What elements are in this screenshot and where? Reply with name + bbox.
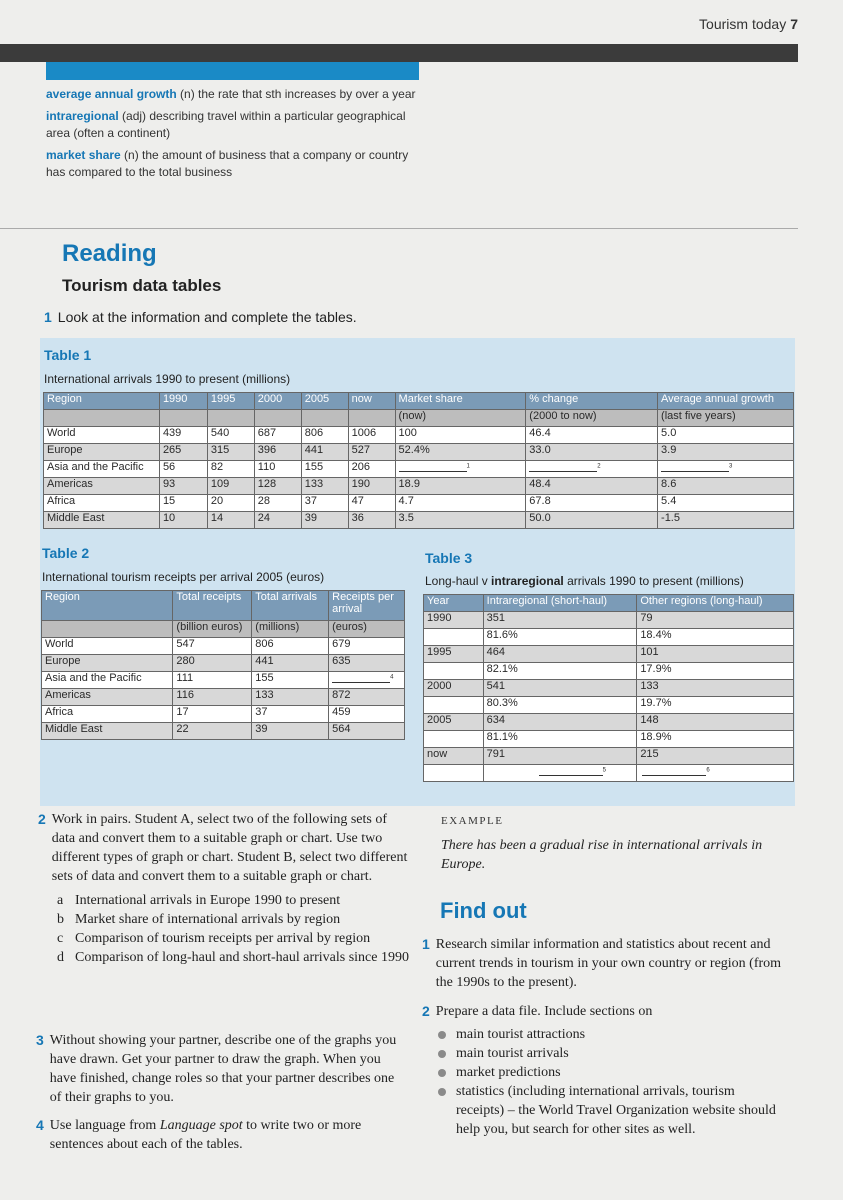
header-cell: Region — [44, 393, 160, 410]
option-text: Comparison of tourism receipts per arrival by region — [75, 931, 371, 946]
table-row — [42, 689, 405, 706]
table-1-caption: International arrivals 1990 to present (millions) — [44, 372, 291, 386]
task-reference: Language spot — [159, 1118, 243, 1133]
cell: 48.4 — [526, 478, 658, 495]
glossary-definition: (n) the amount of business that a company or country has compared to the total business — [46, 148, 409, 179]
cell — [424, 731, 484, 748]
option-letter: c — [57, 931, 64, 946]
list-item: main tourist attractions — [436, 1025, 784, 1044]
cell: 791 — [483, 748, 637, 765]
cell: 541 — [483, 680, 637, 697]
table-header-row — [42, 591, 405, 621]
glossary-bar — [46, 62, 419, 80]
cell: 459 — [329, 706, 405, 723]
cell: 101 — [637, 646, 794, 663]
list-item: main tourist arrivals — [436, 1044, 784, 1063]
header-cell: Market share — [395, 393, 526, 410]
table-row — [44, 461, 794, 478]
cell: 116 — [173, 689, 252, 706]
subheader-cell: (euros) — [329, 621, 405, 638]
cell: 81.6% — [483, 629, 637, 646]
cell: Asia and the Pacific — [42, 672, 173, 689]
header-cell: 2005 — [301, 393, 348, 410]
gap-number: 1 — [466, 463, 470, 470]
answer-gap-cell — [329, 672, 405, 689]
cell: 79 — [637, 612, 794, 629]
subheader-cell — [207, 410, 254, 427]
table-row — [424, 663, 794, 680]
task-2-options — [57, 891, 410, 967]
cell: 109 — [207, 478, 254, 495]
header-cell: now — [348, 393, 395, 410]
cell — [424, 697, 484, 714]
cell: 5.4 — [658, 495, 794, 512]
task-number: 3 — [36, 1032, 44, 1048]
table-row — [424, 629, 794, 646]
find-out-title: Find out — [440, 898, 527, 923]
table-row — [42, 706, 405, 723]
table-row — [424, 697, 794, 714]
answer-gap-cell — [637, 765, 794, 782]
running-title: Tourism today — [699, 16, 787, 32]
cell: 8.6 — [658, 478, 794, 495]
task-number: 1 — [422, 936, 430, 952]
task-number: 4 — [36, 1117, 44, 1133]
section-divider — [0, 228, 798, 229]
cell: 39 — [301, 512, 348, 529]
table-subheader-row — [42, 621, 405, 638]
option-text: Comparison of long-haul and short-haul arrivals since 1990 — [75, 950, 409, 965]
glossary-term: intraregional — [46, 109, 119, 123]
table-header-row — [424, 595, 794, 612]
cell: 67.8 — [526, 495, 658, 512]
section-subtitle: Tourism data tables — [62, 276, 222, 295]
task-text: to write two or more sentences about each of the tables. — [49, 1118, 362, 1152]
table-row — [424, 731, 794, 748]
cell — [424, 629, 484, 646]
cell: Middle East — [42, 723, 173, 740]
glossary-entry-3 — [46, 147, 426, 181]
cell: 128 — [254, 478, 301, 495]
running-header — [699, 16, 798, 32]
cell: 36 — [348, 512, 395, 529]
table-subheader-row — [44, 410, 794, 427]
cell: 19.7% — [637, 697, 794, 714]
cell: 280 — [173, 655, 252, 672]
table-row — [44, 444, 794, 461]
glossary-definition: (n) the rate that sth increases by over a year — [176, 87, 416, 101]
caption-bold-term: intraregional — [491, 574, 564, 588]
cell: 2000 — [424, 680, 484, 697]
subheader-cell — [42, 621, 173, 638]
subheader-cell: (billion euros) — [173, 621, 252, 638]
header-cell: Year — [424, 595, 484, 612]
subheader-cell — [159, 410, 207, 427]
subheader-cell — [254, 410, 301, 427]
cell: 18.4% — [637, 629, 794, 646]
cell — [424, 765, 484, 782]
cell: 687 — [254, 427, 301, 444]
task-text: Use language from — [49, 1118, 160, 1133]
gap-number: 4 — [390, 674, 394, 681]
cell: 46.4 — [526, 427, 658, 444]
cell: 82.1% — [483, 663, 637, 680]
table-3-label: Table 3 — [425, 550, 473, 566]
cell: 56 — [159, 461, 207, 478]
cell: 81.1% — [483, 731, 637, 748]
cell: 47 — [348, 495, 395, 512]
table-1-label: Table 1 — [44, 347, 92, 363]
cell: 4.7 — [395, 495, 526, 512]
cell: 190 — [348, 478, 395, 495]
cell: Africa — [42, 706, 173, 723]
option-letter: b — [57, 912, 64, 927]
page-number: 7 — [790, 16, 798, 32]
task-text: Work in pairs. Student A, select two of the following sets of data and convert them to a suitable graph or chart. Use two different types of graph or chart. Student B, select two different sets of data and convert them to a suitable graph or chart. — [51, 812, 408, 884]
cell: 441 — [301, 444, 348, 461]
cell: World — [44, 427, 160, 444]
table-row — [424, 680, 794, 697]
answer-gap-cell — [658, 461, 794, 478]
answer-blank[interactable] — [642, 765, 706, 776]
example-text: There has been a gradual rise in international arrivals in Europe. — [441, 838, 763, 872]
table-row — [424, 612, 794, 629]
option-text: Market share of international arrivals by region — [75, 912, 341, 927]
cell: 1990 — [424, 612, 484, 629]
header-cell: Receipts per arrival — [329, 591, 405, 621]
table-row — [42, 655, 405, 672]
cell: 80.3% — [483, 697, 637, 714]
cell: 82 — [207, 461, 254, 478]
table-row — [424, 714, 794, 731]
option-letter: a — [57, 893, 64, 908]
subheader-cell: (millions) — [252, 621, 329, 638]
cell: 265 — [159, 444, 207, 461]
header-cell: 1995 — [207, 393, 254, 410]
cell: 464 — [483, 646, 637, 663]
glossary-entry-1 — [46, 86, 426, 103]
table-row — [42, 723, 405, 740]
task-number: 2 — [422, 1003, 430, 1019]
table-1 — [43, 392, 794, 529]
cell: Americas — [42, 689, 173, 706]
subheader-cell — [44, 410, 160, 427]
subheader-cell: (2000 to now) — [526, 410, 658, 427]
cell: 1006 — [348, 427, 395, 444]
cell: Americas — [44, 478, 160, 495]
cell: World — [42, 638, 173, 655]
cell: 872 — [329, 689, 405, 706]
table-row — [44, 512, 794, 529]
cell: -1.5 — [658, 512, 794, 529]
table-row — [44, 427, 794, 444]
subheader-cell: (last five years) — [658, 410, 794, 427]
cell: 18.9 — [395, 478, 526, 495]
cell: 806 — [252, 638, 329, 655]
gap-number: 6 — [706, 767, 710, 774]
header-cell: Other regions (long-haul) — [637, 595, 794, 612]
glossary-term: market share — [46, 148, 121, 162]
cell: 439 — [159, 427, 207, 444]
cell: 93 — [159, 478, 207, 495]
cell: 148 — [637, 714, 794, 731]
cell: 37 — [252, 706, 329, 723]
subheader-cell — [348, 410, 395, 427]
answer-gap-cell — [395, 461, 526, 478]
subheader-cell: (now) — [395, 410, 526, 427]
find-out-item-1 — [422, 935, 784, 992]
cell: 14 — [207, 512, 254, 529]
cell: 315 — [207, 444, 254, 461]
cell: 17.9% — [637, 663, 794, 680]
cell: 110 — [254, 461, 301, 478]
option-letter: d — [57, 950, 64, 965]
cell: 527 — [348, 444, 395, 461]
cell: Europe — [44, 444, 160, 461]
cell: 33.0 — [526, 444, 658, 461]
option-text: International arrivals in Europe 1990 to present — [75, 893, 341, 908]
cell: 1995 — [424, 646, 484, 663]
cell: 100 — [395, 427, 526, 444]
cell: 39 — [252, 723, 329, 740]
subheader-cell — [301, 410, 348, 427]
table-2-caption: International tourism receipts per arrival 2005 (euros) — [42, 570, 325, 584]
option-item — [57, 891, 410, 910]
answer-blank[interactable] — [661, 461, 729, 472]
task-4 — [36, 1116, 396, 1154]
cell: 215 — [637, 748, 794, 765]
cell: 111 — [173, 672, 252, 689]
task-text: Look at the information and complete the tables. — [57, 309, 357, 325]
table-3 — [423, 594, 794, 782]
cell: Middle East — [44, 512, 160, 529]
table-row — [424, 646, 794, 663]
table-row — [44, 478, 794, 495]
cell: Africa — [44, 495, 160, 512]
cell: 24 — [254, 512, 301, 529]
cell: now — [424, 748, 484, 765]
gap-number: 5 — [602, 767, 606, 774]
table-row — [42, 638, 405, 655]
task-text: Without showing your partner, describe one of the graphs you have drawn. Get your partner to draw the graph. When you have finished, change roles so that your partner describes one of their graphs to you. — [49, 1033, 397, 1105]
cell: Europe — [42, 655, 173, 672]
cell: 206 — [348, 461, 395, 478]
find-out-item-2 — [422, 1002, 784, 1139]
task-3 — [36, 1031, 408, 1107]
cell: Asia and the Pacific — [44, 461, 160, 478]
task-1 — [44, 308, 357, 327]
header-cell: Average annual growth — [658, 393, 794, 410]
cell — [424, 663, 484, 680]
task-number: 2 — [38, 811, 46, 827]
header-cell: Intraregional (short-haul) — [483, 595, 637, 612]
table-row — [424, 765, 794, 782]
cell: 133 — [252, 689, 329, 706]
cell: 547 — [173, 638, 252, 655]
cell: 133 — [301, 478, 348, 495]
cell: 10 — [159, 512, 207, 529]
glossary-entry-2 — [46, 108, 426, 142]
table-2-label: Table 2 — [42, 545, 90, 561]
header-cell: Total arrivals — [252, 591, 329, 621]
answer-blank[interactable] — [399, 461, 467, 472]
cell: 133 — [637, 680, 794, 697]
answer-blank[interactable] — [529, 461, 597, 472]
header-cell: 1990 — [159, 393, 207, 410]
cell: 15 — [159, 495, 207, 512]
answer-gap-cell — [483, 765, 637, 782]
example-heading: EXAMPLE — [441, 815, 504, 827]
cell: 540 — [207, 427, 254, 444]
table-2 — [41, 590, 405, 740]
gap-number: 3 — [729, 463, 733, 470]
cell: 50.0 — [526, 512, 658, 529]
header-cell: Total receipts — [173, 591, 252, 621]
gap-number: 2 — [597, 463, 601, 470]
table-row — [424, 748, 794, 765]
cell: 37 — [301, 495, 348, 512]
top-bar — [0, 44, 798, 62]
cell: 22 — [173, 723, 252, 740]
cell: 52.4% — [395, 444, 526, 461]
cell: 441 — [252, 655, 329, 672]
list-item: statistics (including international arrivals, tourism receipts) – the World Travel Organization website should help you, but search for other sites as well. — [436, 1082, 784, 1139]
table-header-row — [44, 393, 794, 410]
cell: 396 — [254, 444, 301, 461]
cell: 18.9% — [637, 731, 794, 748]
header-cell: Region — [42, 591, 173, 621]
cell: 634 — [483, 714, 637, 731]
cell: 155 — [301, 461, 348, 478]
cell: 635 — [329, 655, 405, 672]
task-2 — [38, 810, 410, 967]
header-cell: % change — [526, 393, 658, 410]
cell: 806 — [301, 427, 348, 444]
list-item: market predictions — [436, 1063, 784, 1082]
task-text: Prepare a data file. Include sections on — [435, 1004, 653, 1019]
table-3-caption — [425, 574, 744, 588]
cell: 679 — [329, 638, 405, 655]
glossary-definition: (adj) describing travel within a particular geographical area (often a continent) — [46, 109, 406, 140]
cell: 2005 — [424, 714, 484, 731]
option-item — [57, 948, 410, 967]
caption-text: Long-haul v — [425, 574, 492, 588]
answer-blank[interactable] — [332, 672, 390, 683]
cell: 5.0 — [658, 427, 794, 444]
glossary-term: average annual growth — [46, 87, 177, 101]
cell: 17 — [173, 706, 252, 723]
cell: 28 — [254, 495, 301, 512]
cell: 20 — [207, 495, 254, 512]
cell: 351 — [483, 612, 637, 629]
task-text: Research similar information and statistics about recent and current trends in tourism in your own country or region (from the 1990s to the present). — [435, 937, 782, 990]
cell: 564 — [329, 723, 405, 740]
option-item — [57, 929, 410, 948]
cell: 3.5 — [395, 512, 526, 529]
task-number: 1 — [44, 309, 52, 325]
bullet-list — [436, 1025, 784, 1139]
cell: 3.9 — [658, 444, 794, 461]
answer-gap-cell — [526, 461, 658, 478]
cell: 155 — [252, 672, 329, 689]
header-cell: 2000 — [254, 393, 301, 410]
answer-blank[interactable] — [539, 765, 603, 776]
table-row — [42, 672, 405, 689]
section-title: Reading — [62, 240, 157, 267]
table-row — [44, 495, 794, 512]
option-item — [57, 910, 410, 929]
caption-text: arrivals 1990 to present (millions) — [563, 574, 744, 588]
